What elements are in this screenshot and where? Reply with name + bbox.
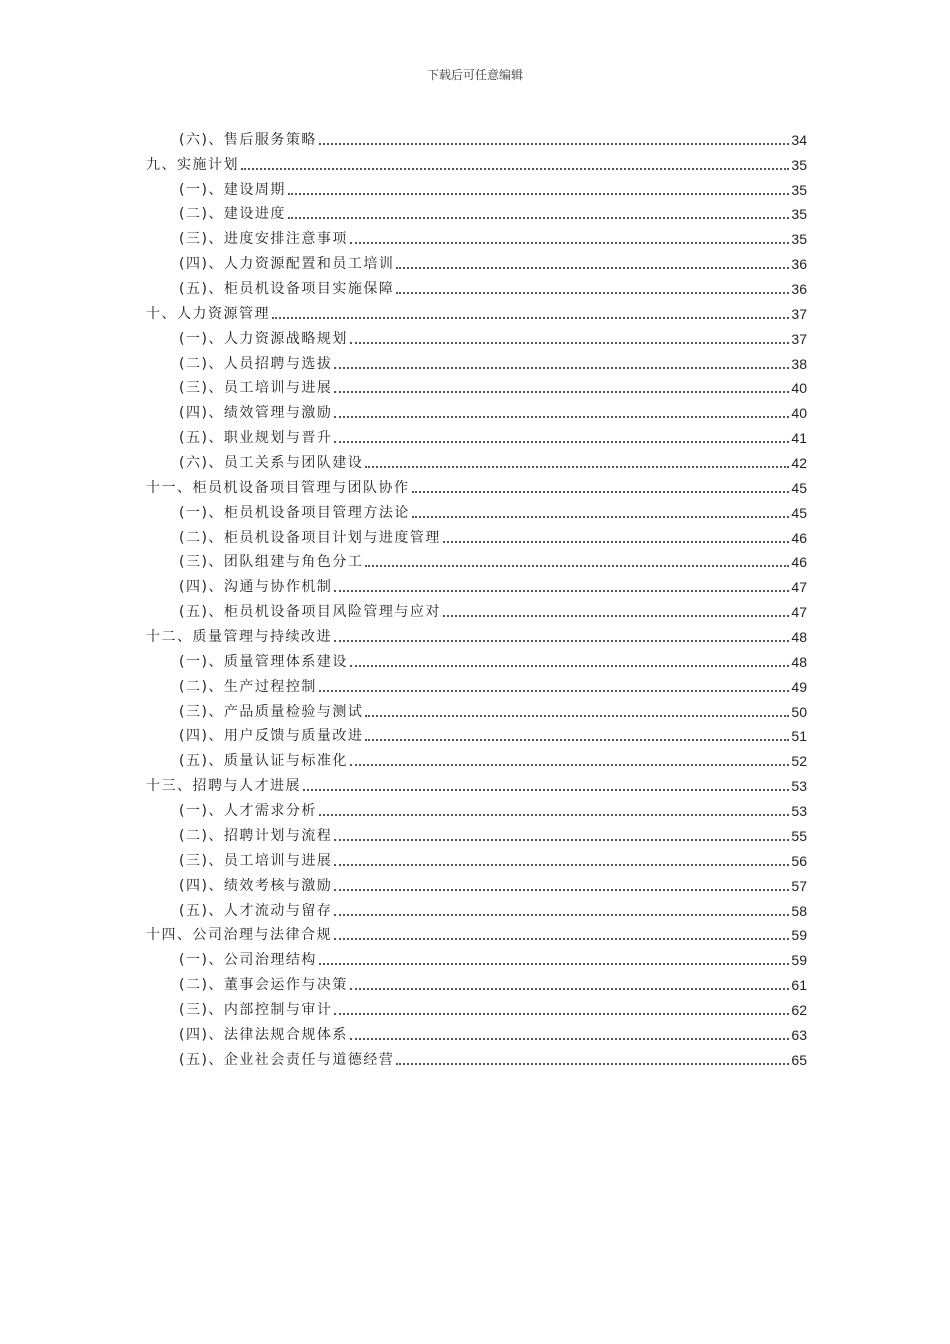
table-of-contents (146, 124, 807, 1069)
toc-entry-label: 十四、公司治理与法律合规 (146, 927, 332, 944)
toc-dot-leader (334, 440, 789, 443)
toc-page-number: 45 (791, 504, 807, 521)
toc-page-number: 62 (791, 1001, 807, 1018)
toc-dot-leader (334, 863, 789, 866)
toc-dot-leader (334, 888, 789, 891)
toc-page-number: 58 (791, 902, 807, 919)
toc-page-number: 51 (791, 728, 807, 745)
toc-entry[interactable] (146, 870, 807, 895)
toc-page-number: 59 (791, 927, 807, 944)
toc-page-number: 45 (791, 479, 807, 496)
toc-dot-leader (319, 689, 789, 692)
toc-entry-label: (四)、法律法规合规体系 (179, 1026, 348, 1043)
toc-entry[interactable] (146, 596, 807, 621)
toc-dot-leader (443, 614, 789, 617)
toc-dot-leader (365, 564, 789, 567)
toc-page-number: 40 (791, 405, 807, 422)
toc-entry-label: (二)、董事会运作与决策 (179, 977, 348, 994)
toc-entry-label: (五)、人才流动与留存 (179, 902, 333, 919)
toc-dot-leader (396, 1062, 789, 1065)
toc-entry-label: (四)、绩效考核与激励 (179, 877, 333, 894)
toc-entry[interactable] (146, 174, 807, 199)
toc-dot-leader (350, 763, 789, 766)
toc-dot-leader (334, 1012, 789, 1015)
toc-entry[interactable] (146, 696, 807, 721)
toc-dot-leader (365, 738, 789, 741)
toc-entry[interactable] (146, 671, 807, 696)
toc-entry[interactable] (146, 621, 807, 646)
toc-dot-leader (334, 415, 789, 418)
toc-entry-label: (一)、建设周期 (179, 181, 286, 198)
toc-entry-label: (五)、柜员机设备项目实施保障 (179, 281, 395, 298)
toc-entry-label: (三)、内部控制与审计 (179, 1001, 333, 1018)
toc-dot-leader (365, 465, 789, 468)
page-header: 下载后可任意编辑 (426, 68, 523, 82)
toc-page-number: 48 (791, 653, 807, 670)
toc-entry[interactable] (146, 770, 807, 795)
toc-entry-label: (六)、售后服务策略 (179, 131, 317, 148)
toc-entry[interactable] (146, 845, 807, 870)
toc-page-number: 59 (791, 952, 807, 969)
toc-dot-leader (334, 937, 789, 940)
toc-entry-label: (三)、团队组建与角色分工 (179, 554, 364, 571)
toc-dot-leader (319, 813, 789, 816)
toc-entry[interactable] (146, 994, 807, 1019)
toc-page-number: 36 (791, 256, 807, 273)
toc-page-number: 35 (791, 181, 807, 198)
toc-entry[interactable] (146, 373, 807, 398)
toc-entry[interactable] (146, 522, 807, 547)
toc-entry[interactable] (146, 248, 807, 273)
toc-page-number: 49 (791, 678, 807, 695)
toc-page-number: 55 (791, 827, 807, 844)
toc-entry[interactable] (146, 323, 807, 348)
toc-entry-label: 十二、质量管理与持续改进 (146, 629, 332, 646)
toc-dot-leader (319, 962, 789, 965)
toc-entry-label: (三)、员工培训与进展 (179, 852, 333, 869)
toc-entry[interactable] (146, 795, 807, 820)
toc-entry-label: (二)、人员招聘与选拔 (179, 355, 333, 372)
toc-entry-label: (二)、招聘计划与流程 (179, 827, 333, 844)
toc-entry[interactable] (146, 920, 807, 945)
toc-page-number: 46 (791, 554, 807, 571)
toc-entry-label: (一)、公司治理结构 (179, 952, 317, 969)
toc-dot-leader (412, 490, 790, 493)
toc-page-number: 56 (791, 852, 807, 869)
toc-entry-label: (一)、柜员机设备项目管理方法论 (179, 504, 410, 521)
toc-dot-leader (350, 987, 789, 990)
toc-entry-label: (五)、柜员机设备项目风险管理与应对 (179, 604, 441, 621)
toc-entry-label: (四)、绩效管理与激励 (179, 405, 333, 422)
toc-dot-leader (288, 216, 789, 219)
toc-page-number: 46 (791, 529, 807, 546)
toc-entry-label: (六)、员工关系与团队建设 (179, 455, 364, 472)
toc-page-number: 63 (791, 1026, 807, 1043)
toc-entry-label: (一)、人力资源战略规划 (179, 330, 348, 347)
toc-page-number: 47 (791, 579, 807, 596)
toc-entry[interactable] (146, 223, 807, 248)
toc-dot-leader (319, 142, 789, 145)
toc-dot-leader (350, 1037, 789, 1040)
toc-page-number: 61 (791, 977, 807, 994)
toc-entry[interactable] (146, 721, 807, 746)
toc-page-number: 37 (791, 330, 807, 347)
toc-entry-label: (五)、职业规划与晋升 (179, 430, 333, 447)
toc-dot-leader (272, 316, 789, 319)
toc-entry-label: (三)、员工培训与进展 (179, 380, 333, 397)
toc-page-number: 41 (791, 430, 807, 447)
toc-page-number: 35 (791, 206, 807, 223)
toc-entry[interactable] (146, 149, 807, 174)
toc-entry-label: (三)、产品质量检验与测试 (179, 703, 364, 720)
toc-entry[interactable] (146, 397, 807, 422)
toc-page-number: 37 (791, 305, 807, 322)
toc-entry-label: (三)、进度安排注意事项 (179, 231, 348, 248)
toc-entry-label: (五)、质量认证与标准化 (179, 753, 348, 770)
toc-entry-label: (一)、人才需求分析 (179, 803, 317, 820)
toc-page-number: 48 (791, 629, 807, 646)
toc-entry[interactable] (146, 472, 807, 497)
toc-entry[interactable] (146, 447, 807, 472)
toc-entry[interactable] (146, 895, 807, 920)
toc-entry-label: (五)、企业社会责任与道德经营 (179, 1051, 395, 1068)
toc-page-number: 34 (791, 131, 807, 148)
toc-dot-leader (334, 913, 789, 916)
toc-page-number: 57 (791, 877, 807, 894)
toc-entry-label: 十一、柜员机设备项目管理与团队协作 (146, 479, 410, 496)
toc-dot-leader (288, 192, 789, 195)
toc-entry[interactable] (146, 1019, 807, 1044)
toc-dot-leader (241, 167, 789, 170)
toc-entry[interactable] (146, 497, 807, 522)
toc-entry[interactable] (146, 745, 807, 770)
toc-entry-label: (四)、人力资源配置和员工培训 (179, 256, 395, 273)
toc-entry[interactable] (146, 273, 807, 298)
toc-dot-leader (334, 589, 789, 592)
toc-entry-label: (一)、质量管理体系建设 (179, 653, 348, 670)
toc-entry[interactable] (146, 348, 807, 373)
toc-dot-leader (334, 390, 789, 393)
toc-page-number: 65 (791, 1051, 807, 1068)
toc-entry-label: (二)、建设进度 (179, 206, 286, 223)
toc-entry-label: (二)、生产过程控制 (179, 678, 317, 695)
toc-dot-leader (334, 838, 789, 841)
toc-dot-leader (396, 291, 789, 294)
toc-entry-label: (四)、用户反馈与质量改进 (179, 728, 364, 745)
toc-entry-label: 十、人力资源管理 (146, 305, 270, 322)
toc-dot-leader (365, 714, 789, 717)
toc-page-number: 47 (791, 604, 807, 621)
toc-dot-leader (350, 664, 789, 667)
toc-entry[interactable] (146, 199, 807, 224)
toc-page-number: 50 (791, 703, 807, 720)
toc-page-number: 53 (791, 778, 807, 795)
toc-page-number: 53 (791, 803, 807, 820)
toc-dot-leader (334, 639, 789, 642)
toc-page-number: 36 (791, 281, 807, 298)
toc-dot-leader (350, 241, 789, 244)
toc-dot-leader (350, 341, 789, 344)
toc-entry-label: (四)、沟通与协作机制 (179, 579, 333, 596)
toc-page-number: 42 (791, 455, 807, 472)
toc-page-number: 38 (791, 355, 807, 372)
toc-entry[interactable] (146, 422, 807, 447)
toc-dot-leader (443, 540, 789, 543)
toc-dot-leader (334, 366, 789, 369)
toc-entry-label: (二)、柜员机设备项目计划与进度管理 (179, 529, 441, 546)
toc-entry[interactable] (146, 124, 807, 149)
toc-entry[interactable] (146, 969, 807, 994)
toc-entry[interactable] (146, 298, 807, 323)
toc-entry[interactable] (146, 820, 807, 845)
toc-dot-leader (303, 788, 789, 791)
toc-entry[interactable] (146, 646, 807, 671)
toc-entry[interactable] (146, 944, 807, 969)
toc-dot-leader (396, 266, 789, 269)
toc-entry-label: 九、实施计划 (146, 156, 239, 173)
toc-page-number: 52 (791, 753, 807, 770)
toc-page-number: 35 (791, 156, 807, 173)
toc-page-number: 40 (791, 380, 807, 397)
toc-page-number: 35 (791, 231, 807, 248)
toc-entry[interactable] (146, 1044, 807, 1069)
toc-entry-label: 十三、招聘与人才进展 (146, 778, 301, 795)
toc-entry[interactable] (146, 571, 807, 596)
toc-dot-leader (412, 515, 789, 518)
toc-entry[interactable] (146, 547, 807, 572)
